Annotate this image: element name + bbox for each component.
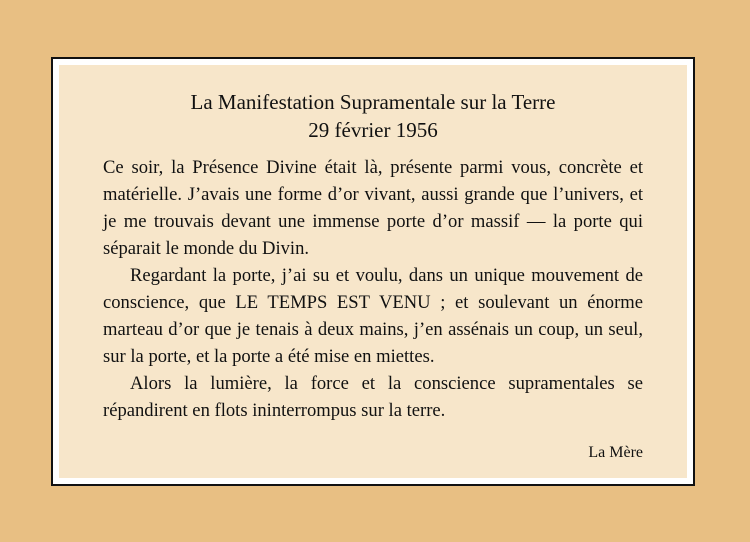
heading (59, 88, 687, 144)
quote-card (51, 57, 695, 486)
quote-card-panel (59, 65, 687, 478)
paragraph-1: Ce soir, la Présence Divine était là, présente parmi vous, concrète et matérielle. J’avais une forme d’or vivant, aussi grande que l’univers, et je me trouvais devant une immense porte d’or massif — la porte qui séparait le monde du Divin. (103, 157, 643, 259)
signature: La Mère (588, 444, 643, 461)
document-date: 29 février 1956 (308, 118, 438, 142)
paragraph-3: Alors la lumière, la force et la conscience supramentales se répandirent en flots ininterrompus sur la terre. (103, 373, 643, 421)
document-title: La Manifestation Supramentale sur la Terre (190, 90, 556, 114)
body-text (103, 154, 643, 424)
paragraph-2: Regardant la porte, j’ai su et voulu, dans un unique mouvement de conscience, que LE TEMPS EST VENU ; et soulevant un énorme marteau d’or que je tenais à deux mains, j’en assénais un coup, un seul, sur la porte, et la porte a été mise en miettes. (103, 265, 643, 367)
